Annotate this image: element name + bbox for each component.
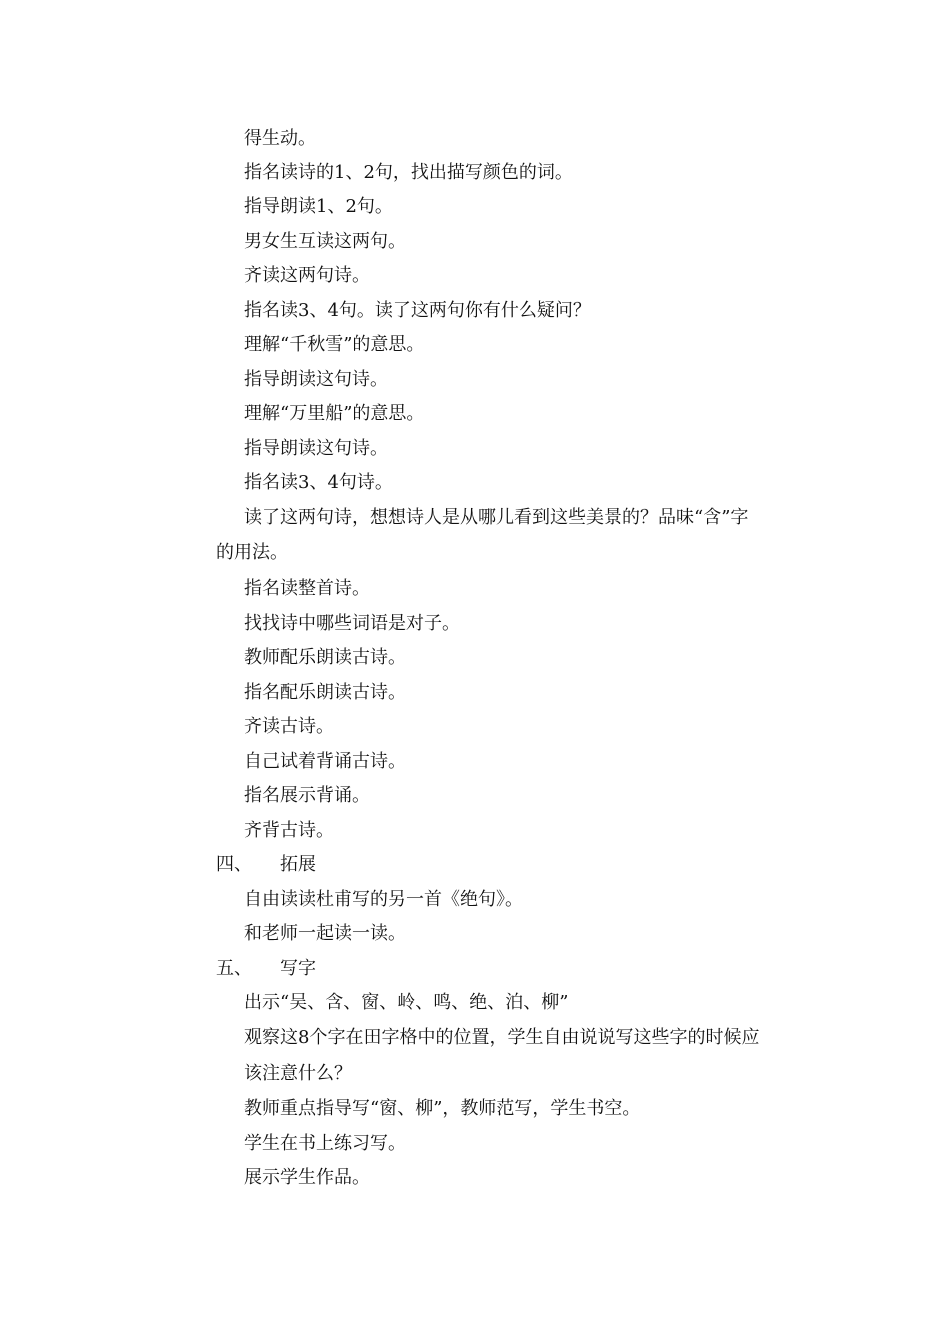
item-text: 观察这8个字在田字格中的位置，学生自由说说写这些字的时候应 (244, 1027, 760, 1048)
item-text: 指名配乐朗读古诗。 (244, 682, 406, 703)
item-text: 出示“吴、含、窗、岭、鸣、绝、泊、柳” (244, 992, 569, 1013)
item-text: 自由读读杜甫写的另一首《绝句》。 (244, 889, 523, 910)
item-text: 齐读古诗。 (244, 716, 334, 737)
item-text: 指导朗读这句诗。 (244, 369, 388, 390)
item-text: 找找诗中哪些词语是对子。 (244, 613, 460, 634)
section-title: 写字 (280, 958, 316, 979)
item-text: 和老师一起读一读。 (244, 923, 406, 944)
item-text: 男女生互读这两句。 (244, 231, 406, 252)
item-text-continuation: 该注意什么？ (244, 1063, 352, 1084)
item-text: 教师配乐朗读古诗。 (244, 647, 406, 668)
item-text: 学生在书上练习写。 (244, 1133, 406, 1154)
item-text: 读了这两句诗，想想诗人是从哪儿看到这些美景的？品味“含”字 (244, 507, 749, 528)
continuation-text: 得生动。 (244, 128, 316, 149)
section-title: 拓展 (280, 854, 316, 875)
item-text: 指导朗读这句诗。 (244, 438, 388, 459)
item-text: 齐读这两句诗。 (244, 265, 370, 286)
item-text: 齐背古诗。 (244, 820, 334, 841)
item-text: 指名读诗的1、2句，找出描写颜色的词。 (244, 162, 573, 183)
item-text: 指名读3、4句诗。 (244, 472, 393, 493)
item-text: 指名展示背诵。 (244, 785, 370, 806)
item-text-continuation: 的用法。 (216, 542, 288, 563)
item-text: 指导朗读1、2句。 (244, 196, 393, 217)
section-number: 五、 (216, 958, 252, 979)
section-number: 四、 (216, 854, 252, 875)
item-text: 指名读整首诗。 (244, 578, 370, 599)
item-text: 教师重点指导写“窗、柳”，教师范写，学生书空。 (244, 1098, 641, 1119)
item-text: 自己试着背诵古诗。 (244, 751, 406, 772)
item-text: 指名读3、4句。读了这两句你有什么疑问？ (244, 300, 591, 321)
item-text: 理解“千秋雪”的意思。 (244, 334, 425, 355)
item-text: 展示学生作品。 (244, 1167, 370, 1188)
item-text: 理解“万里船”的意思。 (244, 403, 425, 424)
